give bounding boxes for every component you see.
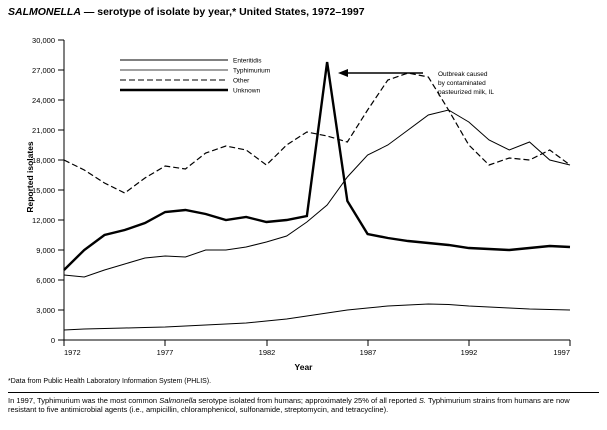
note-italic-s: S. [418, 396, 427, 405]
annotation-line-2: by contaminated [438, 80, 486, 87]
x-axis-label: Year [294, 362, 313, 372]
note-part-b: serotype isolated from humans; approximately 25% of all reported [196, 396, 419, 405]
x-axis-tick-labels [64, 348, 570, 357]
note-part-a: In 1997, Typhimurium was the most common [8, 396, 160, 405]
salmonella-line-chart [0, 22, 607, 362]
page-title [8, 6, 365, 18]
title-rest: — serotype of isolate by year,* United States, 1972–1997 [80, 6, 365, 18]
y-tick-label: 0 [50, 336, 55, 345]
outbreak-annotation [338, 69, 494, 96]
annotation-line-3: pasteurized milk, IL [438, 89, 494, 96]
note-italic-salmonella: Salmonella [159, 396, 197, 405]
legend-item-other: Other [233, 77, 250, 85]
x-tick-label: 1977 [156, 348, 174, 357]
x-tick-label: 1972 [64, 348, 81, 357]
x-tick-label: 1982 [258, 348, 276, 357]
y-tick-label: 30,000 [32, 36, 55, 45]
chart-legend [120, 58, 270, 95]
annotation-line-1: Outbreak caused [438, 71, 488, 78]
series-line-typhimurium [64, 304, 570, 330]
y-tick-label: 24,000 [32, 96, 55, 105]
axes [64, 40, 570, 340]
legend-item-typhimurium: Typhimurium [233, 67, 271, 75]
y-tick-label: 15,000 [32, 186, 55, 195]
legend-item-enteritidis: Enteritidis [233, 57, 262, 65]
footnote-note [8, 396, 600, 415]
y-tick-label: 21,000 [32, 126, 55, 135]
x-axis-ticks [64, 340, 570, 346]
y-tick-label: 9,000 [36, 246, 55, 255]
y-axis-tick-labels [32, 36, 55, 345]
x-tick-label: 1997 [553, 348, 570, 357]
x-tick-label: 1992 [460, 348, 478, 357]
y-axis-ticks [58, 40, 64, 340]
chart-container [0, 22, 607, 362]
y-tick-label: 3,000 [36, 306, 55, 315]
data-series-layer [64, 62, 570, 330]
y-tick-label: 18,000 [32, 156, 55, 165]
title-italic: SALMONELLA [8, 6, 81, 18]
footnote-source: *Data from Public Health Laboratory Information System (PHLIS). [8, 378, 212, 385]
note-part-c: Typhimurium strains from [426, 396, 513, 405]
y-tick-label: 27,000 [32, 66, 55, 75]
note-part-d: humans are now resistant to five antimicrobial agents (i.e., ampicillin, chloramphenicol, sulfonamide, streptomycin, and tetracycline). [8, 396, 570, 415]
y-tick-label: 6,000 [36, 276, 55, 285]
y-tick-label: 12,000 [32, 216, 55, 225]
divider [8, 392, 599, 393]
x-tick-label: 1987 [359, 348, 377, 357]
series-line-unknown [64, 62, 570, 270]
legend-item-unknown: Unknown [233, 87, 261, 95]
y-axis-label: Reported isolates [25, 141, 35, 213]
arrow-left-icon [338, 69, 348, 77]
